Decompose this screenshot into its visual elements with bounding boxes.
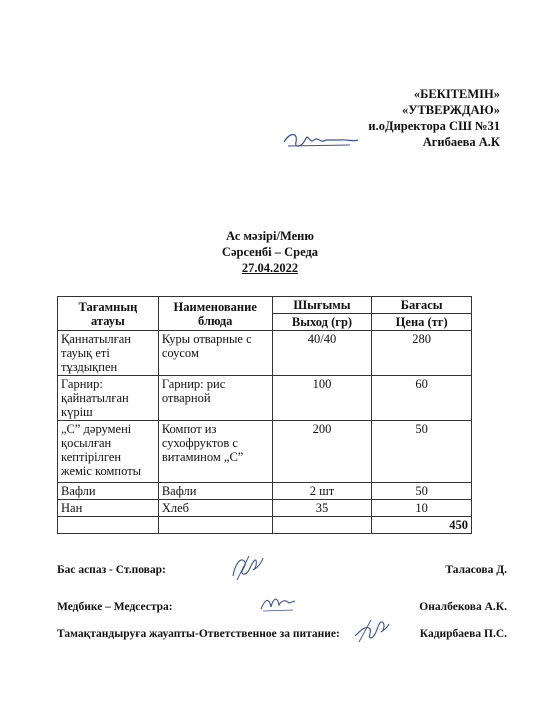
total-price: 450	[372, 517, 472, 534]
table-total-row	[58, 517, 472, 534]
signature-row-nurse	[57, 599, 507, 619]
header-yield-kz: Шығымы	[272, 297, 372, 314]
table-header-row	[58, 297, 472, 314]
dish-name-ru: Гарнир: рис отварной	[158, 376, 272, 421]
director-name: Агибаева А.К	[422, 135, 500, 149]
nurse-name: Оналбекова А.К.	[419, 601, 507, 613]
table-row	[58, 421, 472, 483]
chef-label: Бас аспаз - Ст.повар:	[57, 564, 166, 576]
header-price-ru: Цена (тг)	[372, 314, 472, 331]
dish-yield: 35	[272, 500, 372, 517]
dish-name-kz: Вафли	[58, 483, 159, 500]
dish-yield: 2 шт	[272, 483, 372, 500]
dish-price: 50	[372, 421, 472, 483]
responsible-label: Тамақтандыруға жауапты-Ответственное за питание:	[57, 628, 340, 640]
table-row	[58, 331, 472, 376]
signature-row-responsible	[57, 626, 507, 646]
dish-price: 50	[372, 483, 472, 500]
nurse-label: Медбике – Медсестра:	[57, 601, 173, 613]
dish-yield: 100	[272, 376, 372, 421]
dish-price: 10	[372, 500, 472, 517]
responsible-name: Кадирбаева П.С.	[419, 628, 507, 640]
approval-ru: «УТВЕРЖДАЮ»	[402, 103, 500, 117]
dish-price: 280	[372, 331, 472, 376]
menu-heading: Ас мәзірі/Меню	[226, 229, 314, 243]
approval-block	[368, 86, 500, 150]
approval-kz: «БЕКІТЕМІН»	[413, 87, 500, 101]
dish-yield: 40/40	[272, 331, 372, 376]
header-yield-ru: Выход (гр)	[272, 314, 372, 331]
chef-signature	[227, 554, 267, 582]
table-row	[58, 376, 472, 421]
dish-name-ru: Куры отварные с соусом	[158, 331, 272, 376]
responsible-signature	[351, 616, 391, 644]
signature-row-chef	[57, 562, 507, 582]
dish-name-kz: Қаннатылған тауық еті тұздықпен	[58, 331, 159, 376]
approval-position: и.оДиректора СШ №31	[368, 119, 500, 133]
dish-name-kz: „С” дәрумені қосылған кептірілген жеміс компоты	[58, 421, 159, 483]
header-dish-kz: Тағамның атауы	[58, 297, 159, 331]
table-row	[58, 500, 472, 517]
chef-name: Таласова Д.	[445, 564, 507, 576]
header-dish-ru: Наименование блюда	[158, 297, 272, 331]
menu-title	[0, 228, 540, 276]
menu-day: Сәрсенбі – Среда	[221, 245, 319, 259]
menu-date: 27.04.2022	[241, 261, 299, 275]
director-signature	[280, 128, 360, 152]
dish-name-ru: Вафли	[158, 483, 272, 500]
dish-price: 60	[372, 376, 472, 421]
dish-name-kz: Нан	[58, 500, 159, 517]
header-price-kz: Бағасы	[372, 297, 472, 314]
nurse-signature	[257, 591, 297, 615]
dish-name-kz: Гарнир: қайнатылған күріш	[58, 376, 159, 421]
dish-name-ru: Хлеб	[158, 500, 272, 517]
dish-name-ru: Компот из сухофруктов с витамином „С”	[158, 421, 272, 483]
menu-table	[57, 296, 472, 534]
table-row	[58, 483, 472, 500]
dish-yield: 200	[272, 421, 372, 483]
